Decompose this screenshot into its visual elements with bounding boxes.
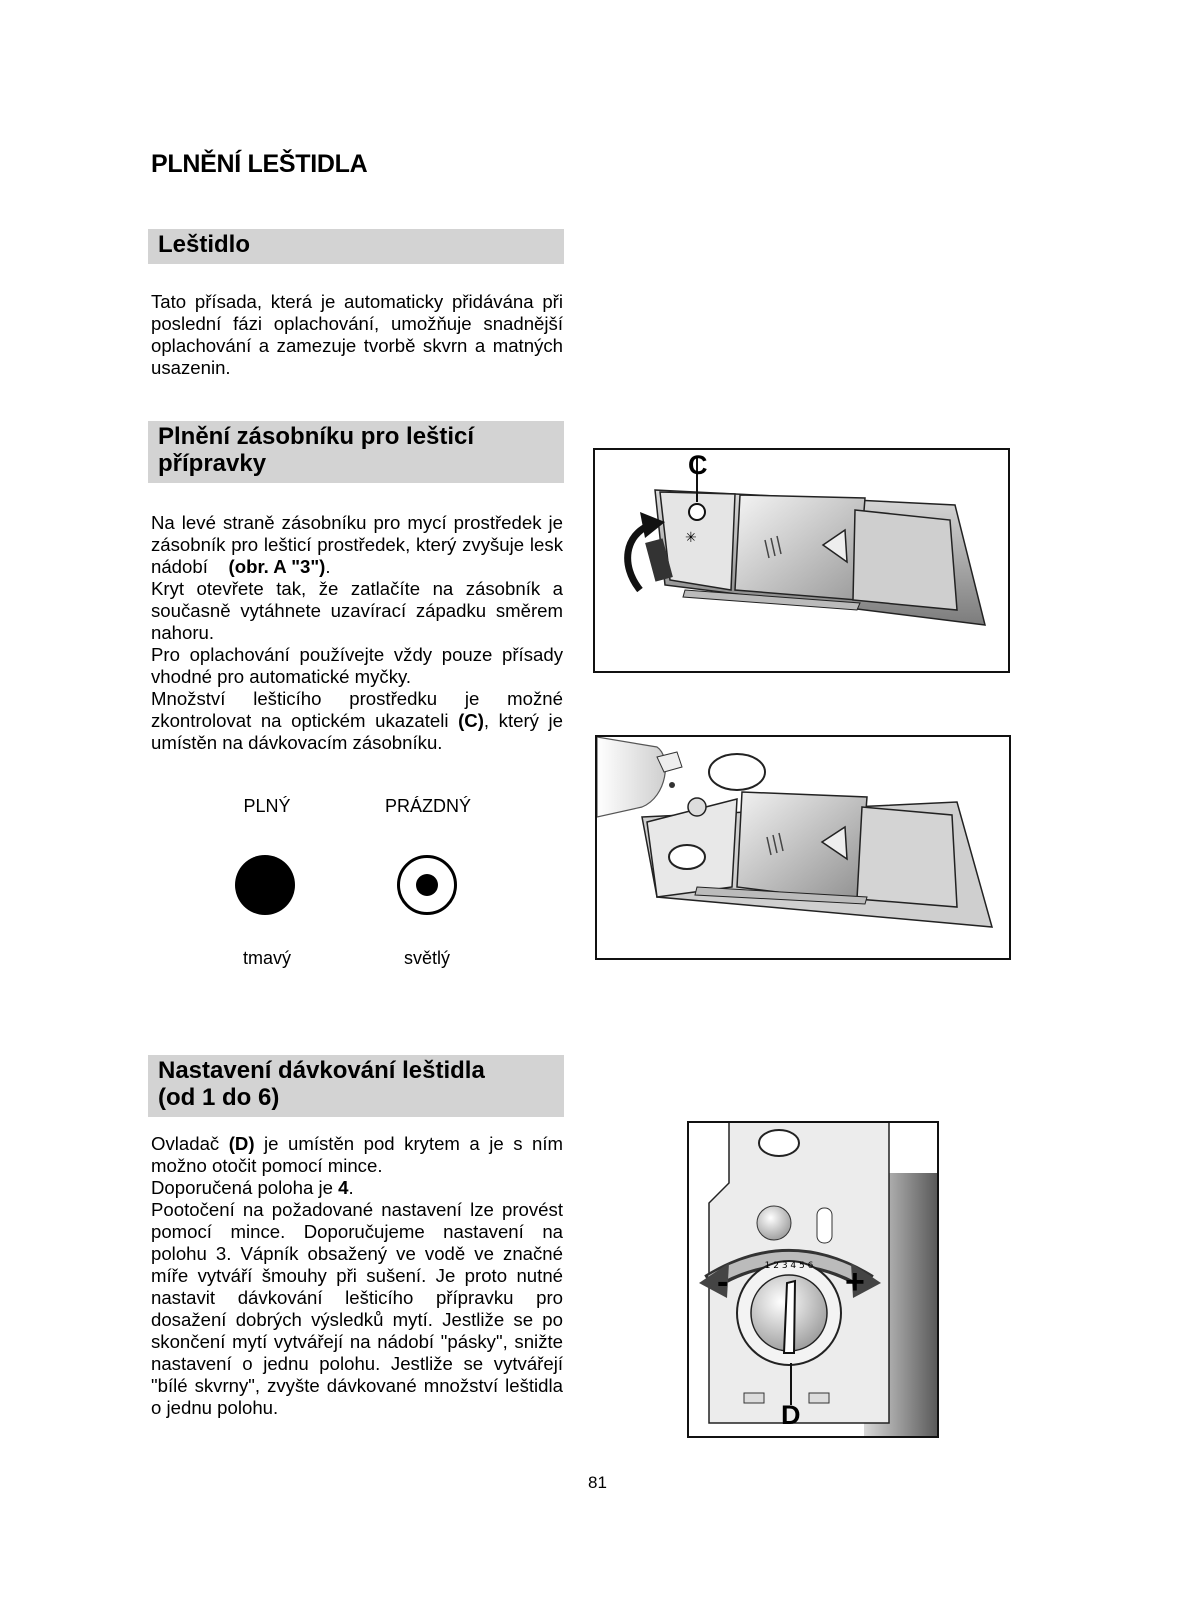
- dispenser-illustration-1: [595, 450, 1008, 671]
- plneni-p1-ref: (obr. A "3"): [228, 556, 326, 577]
- section-heading-text: Leštidlo: [158, 231, 251, 258]
- figure-filling-rinse-aid: [595, 735, 1011, 960]
- indicator-full-label: PLNÝ: [243, 796, 291, 816]
- indicator-full-icon: [232, 852, 298, 918]
- dispenser-illustration-2: [597, 737, 1009, 958]
- svg-text:✳: ✳: [685, 530, 697, 546]
- indicator-empty-label: PRÁZDNÝ: [384, 796, 471, 816]
- lestidlo-text: Tato přísada, která je automaticky přidávána při poslední fázi oplachování, umožňuje snadnější oplachování a zamezuje tvorbě skvrn a matných usazenin.: [151, 291, 563, 378]
- plneni-p4-ref: (C): [458, 710, 484, 731]
- plneni-paragraph-3: Pro oplachování používejte vždy pouze přísady vhodné pro automatické myčky.: [151, 644, 563, 687]
- section-heading-line2: (od 1 do 6): [158, 1084, 280, 1111]
- plneni-paragraph-1: [151, 512, 563, 578]
- plneni-p4-text: Množství lešticího prostředku je možné zkontrolovat na optickém ukazateli: [151, 688, 563, 731]
- figure-label-d: D: [781, 1400, 801, 1430]
- nastaveni-p2-end: .: [348, 1177, 354, 1198]
- section-heading-lestidlo: [148, 229, 564, 264]
- nastaveni-p2-start: Doporučená poloha je: [151, 1177, 333, 1198]
- section-heading-line1: Plnění zásobníku pro lešticí: [158, 423, 475, 450]
- section-heading-line2: přípravky: [158, 450, 267, 477]
- section-heading-nastaveni: [148, 1055, 564, 1117]
- page-title: PLNĚNÍ LEŠTIDLA: [151, 150, 368, 178]
- nastaveni-paragraphs: [151, 1133, 563, 1419]
- nastaveni-paragraph-2: [151, 1177, 563, 1199]
- section-heading-line1: Nastavení dávkování leštidla: [158, 1057, 485, 1084]
- dial-plus-label: +: [845, 1263, 865, 1301]
- nastaveni-paragraph-1: [151, 1133, 563, 1177]
- lestidlo-paragraph: [151, 291, 563, 379]
- plneni-p1-end: .: [325, 556, 331, 577]
- indicator-empty-icon: [394, 852, 460, 918]
- indicator-empty-desc: světlý: [403, 948, 450, 968]
- nastaveni-p2-value: 4: [338, 1177, 349, 1198]
- plneni-paragraphs: [151, 512, 563, 754]
- dial-scale-numbers: 1 2 3 4 5 6: [764, 1261, 814, 1271]
- plneni-p4-end: , který je umístěn na dávkovacím zásobníku.: [151, 710, 563, 753]
- section-heading-plneni: [148, 421, 564, 483]
- indicator-full-desc: tmavý: [242, 948, 291, 968]
- dial-minus-label: -: [717, 1263, 729, 1301]
- nastaveni-p1-start: Ovladač: [151, 1133, 220, 1154]
- plneni-p1-text: Na levé straně zásobníku pro mycí prostředek je zásobník pro lešticí prostředek, který zvyšuje lesk nádobí: [151, 512, 563, 577]
- plneni-paragraph-2: Kryt otevřete tak, že zatlačíte na zásobník a současně vytáhnete uzavírací západku směrem nahoru.: [151, 578, 563, 643]
- figure-dosage-dial: [687, 1121, 939, 1438]
- plneni-paragraph-4: [151, 688, 563, 754]
- nastaveni-paragraph-3: Pootočení na požadované nastavení lze provést pomocí mince. Doporučujeme nastavení na polohu 3. Vápník obsažený ve vodě ve značné míře vytváří šmouhy při sušení. Je proto nutné nastavit dávkování lešticího přípravku pro dosažení dobrých výsledků mytí. Jestliže se po skončení mytí vytvářejí na nádobí "pásky", snižte nastavení o jednu polohu. Jestliže se vytvářejí "bílé skvrny", zvyšte dávkované množství leštidla o jednu polohu.: [151, 1199, 563, 1418]
- figure-label-c: C: [688, 450, 708, 480]
- nastaveni-p1-ref: (D): [228, 1133, 255, 1154]
- figure-dispenser-indicator: [593, 448, 1010, 673]
- nastaveni-p1-end: je umístěn pod krytem a je s ním možno otočit pomocí mince.: [151, 1133, 563, 1176]
- page-number: 81: [588, 1473, 607, 1492]
